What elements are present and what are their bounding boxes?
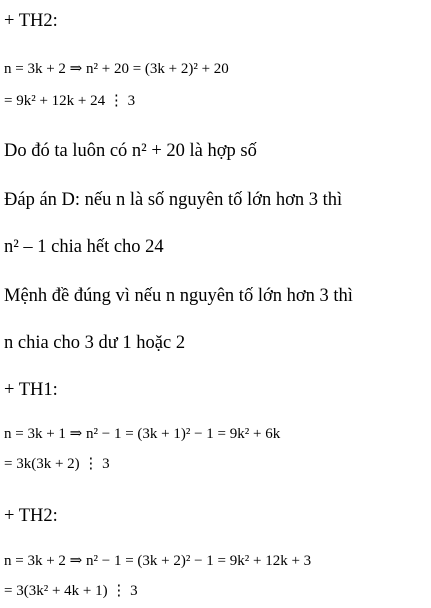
case-heading-th2: + TH2: bbox=[4, 506, 58, 526]
text-line: n² – 1 chia hết cho 24 bbox=[4, 237, 164, 257]
math-line: n = 3k + 1 ⇒ n² − 1 = (3k + 1)² − 1 = 9k² + 6k bbox=[4, 426, 281, 442]
text-line: Mệnh đề đúng vì nếu n nguyên tố lớn hơn 3 thì bbox=[4, 286, 353, 306]
math-line: n = 3k + 2 ⇒ n² + 20 = (3k + 2)² + 20 bbox=[4, 61, 229, 77]
answer-d-line: Đáp án D: nếu n là số nguyên tố lớn hơn 3 thì bbox=[4, 190, 343, 210]
math-line: n = 3k + 2 ⇒ n² − 1 = (3k + 2)² − 1 = 9k² + 12k + 3 bbox=[4, 553, 312, 569]
text-line: Do đó ta luôn có n² + 20 là hợp số bbox=[4, 141, 257, 161]
math-line: = 9k² + 12k + 24 ⋮ 3 bbox=[4, 93, 136, 109]
text-line: n chia cho 3 dư 1 hoặc 2 bbox=[4, 333, 186, 353]
case-heading-th1: + TH1: bbox=[4, 380, 58, 400]
case-heading-th2: + TH2: bbox=[4, 11, 58, 31]
math-line: = 3(3k² + 4k + 1) ⋮ 3 bbox=[4, 583, 138, 599]
math-line: = 3k(3k + 2) ⋮ 3 bbox=[4, 456, 110, 472]
